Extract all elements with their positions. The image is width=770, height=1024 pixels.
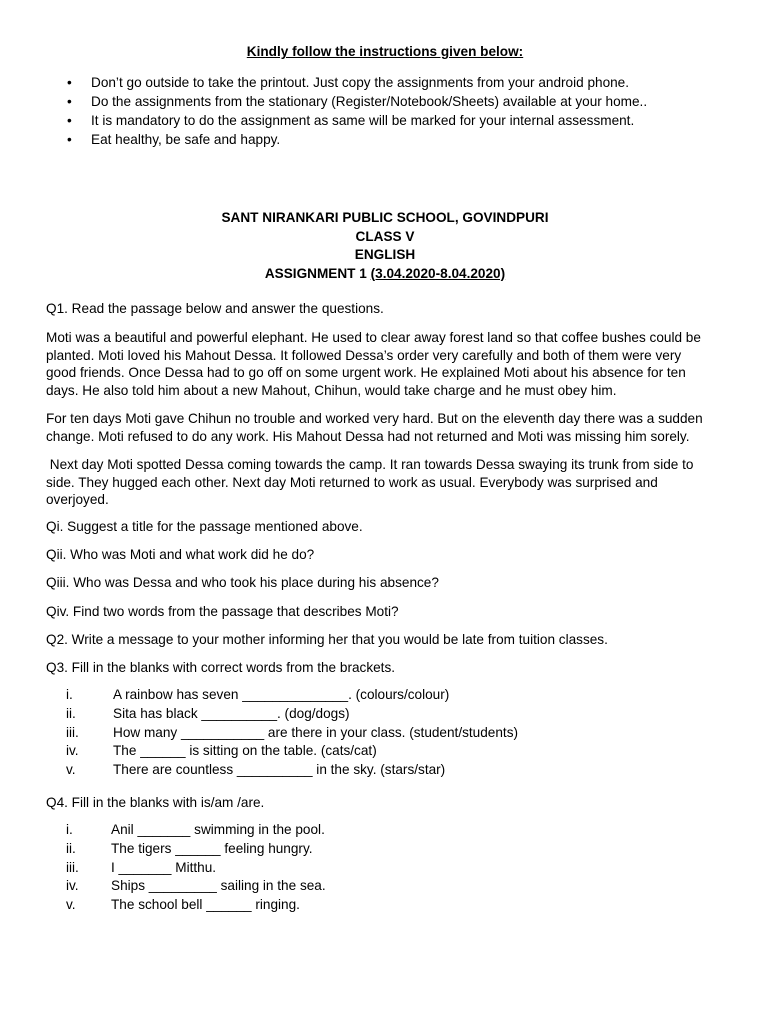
passage-line: side. They hugged each other. Next day Moti returned to work as usual. Everybody was surprised and: [46, 474, 658, 490]
instruction-item: • It is mandatory to do the assignment as same will be marked for your internal assessment.: [65, 111, 725, 130]
instructions-title: Kindly follow the instructions given below:: [246, 44, 524, 59]
q4-prompt: Q4. Fill in the blanks with is/am /are.: [46, 795, 265, 810]
item-number: iv.: [66, 878, 79, 894]
subject-name: ENGLISH: [354, 247, 416, 262]
passage-line: days. He also told him about a new Mahout, Chihun, would take charge and he must obey him.: [46, 382, 617, 398]
item-text: The tigers ______ feeling hungry.: [111, 840, 313, 856]
item-text: A rainbow has seven ______________. (colours/colour): [113, 687, 450, 702]
passage-line: For ten days Moti gave Chihun no trouble and worked very hard. But on the eleventh day there was a sudden: [46, 411, 703, 426]
instruction-item: • Don’t go outside to take the printout. Just copy the assignments from your android phone.: [65, 73, 725, 92]
item-text: There are countless __________ in the sky. (stars/star): [113, 762, 446, 778]
item-number: ii.: [66, 840, 76, 856]
list-item: [66, 742, 666, 761]
list-item: [66, 761, 666, 780]
item-number: ii.: [66, 705, 76, 721]
q2-prompt: Q2. Write a message to your mother informing her that you would be late from tuition classes.: [46, 632, 608, 647]
item-text: The school bell ______ ringing.: [111, 897, 300, 913]
item-number: i.: [66, 822, 73, 837]
item-number: v.: [66, 897, 76, 913]
item-number: iii.: [66, 859, 79, 875]
q4-list: [66, 821, 666, 915]
list-item: [66, 705, 666, 724]
item-text: How many ___________ are there in your class. (student/students): [113, 724, 519, 740]
passage-line: good friends. Once Dessa had to go off on some urgent work. He explained Moti about his absence for ten: [46, 365, 686, 380]
school-name: SANT NIRANKARI PUBLIC SCHOOL, GOVINDPURI: [221, 210, 549, 225]
item-number: i.: [66, 687, 73, 702]
passage-line: overjoyed.: [46, 492, 109, 507]
list-item: [66, 896, 666, 915]
assignment-title: [0, 265, 770, 284]
item-number: v.: [66, 762, 76, 778]
question-qii: Qii. Who was Moti and what work did he do?: [46, 547, 315, 562]
instructions-list: [65, 73, 725, 149]
item-text: Anil _______ swimming in the pool.: [111, 822, 325, 837]
q3-prompt: Q3. Fill in the blanks with correct words from the brackets.: [46, 660, 396, 675]
item-text: Ships _________ sailing in the sea.: [111, 878, 326, 894]
assignment-header: [0, 209, 770, 283]
question-qiii: Qiii. Who was Dessa and who took his place during his absence?: [46, 575, 439, 590]
list-item: [66, 724, 666, 743]
list-item: [66, 840, 666, 859]
question-qiv: Qiv. Find two words from the passage that describes Moti?: [46, 604, 399, 619]
assignment-label: ASSIGNMENT 1: [264, 265, 371, 281]
list-item: [66, 877, 666, 896]
instruction-item: • Eat healthy, be safe and happy.: [65, 130, 725, 149]
q1-prompt: Q1. Read the passage below and answer the questions.: [46, 301, 384, 316]
item-text: The ______ is sitting on the table. (cats/cat): [113, 743, 377, 759]
passage-paragraph-1: [46, 329, 726, 399]
q3-list: [66, 686, 666, 780]
assignment-dates: (3.04.2020-8.04.2020): [370, 265, 506, 281]
passage-paragraph-2: [46, 410, 726, 445]
class-name: CLASS V: [355, 228, 415, 244]
passage-line: Next day Moti spotted Dessa coming towards the camp. It ran towards Dessa swaying its trunk from side to: [46, 457, 694, 472]
list-item: [66, 686, 666, 705]
passage-line: change. Moti refused to do any work. His Mahout Dessa had not returned and Moti was missing him sorely.: [46, 428, 690, 444]
instruction-item: • Do the assignments from the stationary (Register/Notebook/Sheets) available at your home..: [65, 92, 725, 111]
list-item: [66, 859, 666, 878]
item-text: Sita has black __________. (dog/dogs): [113, 705, 350, 721]
passage-line: Moti was a beautiful and powerful elephant. He used to clear away forest land so that coffee bushes could be: [46, 330, 701, 345]
passage-line: planted. Moti loved his Mahout Dessa. It followed Dessa’s order very carefully and both of them were very: [46, 347, 682, 363]
question-qi: Qi. Suggest a title for the passage mentioned above.: [46, 519, 363, 534]
list-item: [66, 821, 666, 840]
item-number: iv.: [66, 743, 79, 759]
item-text: I _______ Mitthu.: [111, 859, 217, 875]
passage-paragraph-3: [46, 456, 726, 509]
item-number: iii.: [66, 724, 79, 740]
